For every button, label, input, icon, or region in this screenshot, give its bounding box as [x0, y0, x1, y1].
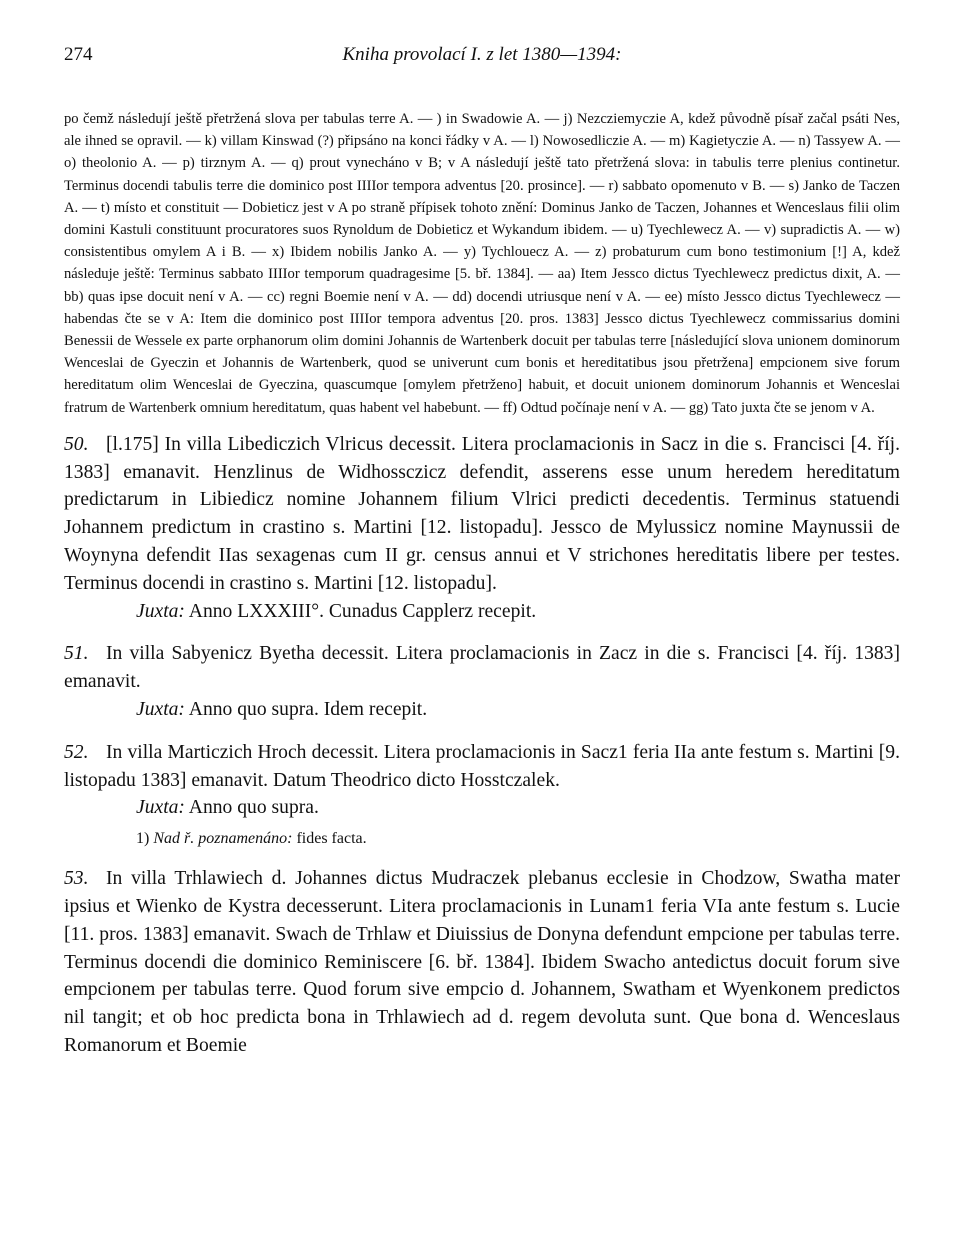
entry-number: 50.	[64, 433, 89, 455]
footnote-label: Nad ř. poznamenáno:	[153, 830, 293, 848]
entry-number: 53.	[64, 868, 89, 890]
entry-text: [l.175] In villa Libediczich Vlricus decessit. Litera proclamacionis in Sacz in die s. Francisci [4. říj. 1383] emanavit. Henzlinus de Widhossczicz defendit, asserens esse unum heredem hereditatum predictarum in Libiedicz nomine Johannem filium Vlrici predicti decedentis. Terminus statuendi Johannem predictum in crastino s. Martini [12. listopadu]. Jessco de Mylussicz nomine Maynussii de Woynyna defendit IIas sexagenas cum II gr. census annui et V strichones hereditatis libere per testes. Terminus docendi in crastino s. Martini [12. listopadu].	[64, 433, 900, 594]
footnote-mark: 1)	[136, 830, 150, 848]
juxta-label: Juxta:	[136, 600, 185, 622]
document-page	[64, 44, 900, 1060]
juxta-note	[136, 696, 900, 724]
entry-50	[64, 431, 900, 598]
footnote-text: fides facta.	[296, 830, 367, 848]
running-title: Kniha provolací I. z let 1380—1394:	[342, 44, 622, 65]
entries	[64, 431, 900, 1060]
juxta-text: Anno quo supra. Idem recepit.	[188, 699, 428, 721]
entry-text: In villa Sabyenicz Byetha decessit. Litera proclamacionis in Zacz in die s. Francisci [4. říj. 1383] emanavit.	[64, 643, 900, 693]
entry-number: 51.	[64, 643, 89, 665]
entry-text: In villa Trhlawiech d. Johannes dictus Mudraczek plebanus ecclesie in Chodzow, Swatha mater ipsius et Wienko de Kystra decesserunt. Litera proclamacionis in Lunam1 feria VIa ante festum s. Lucie [11. pros. 1383] emanavit. Swach de Trhlaw et Diuissius de Donyna defendunt empcione per tabulas terre. Terminus docendi die dominico Reminiscere [6. bř. 1384]. Ibidem Swacho antedictus docuit forum sive empcionem per tabulas terre. Quod forum sive empcio d. Johannem, Swatham et Wyenkonem predictos nil tangit; et ob hoc predicta bona in Trhlawiech ad d. regem devoluta sunt. Que bona d. Wenceslaus Romanorum et Boemie	[64, 868, 900, 1056]
entry-53	[64, 865, 900, 1060]
entry-number: 52.	[64, 741, 89, 763]
entry-text: In villa Marticzich Hroch decessit. Litera proclamacionis in Sacz1 feria IIa ante festum s. Martini [9. listopadu 1383] emanavit. Datum Theodrico dicto Hosstczalek.	[64, 741, 900, 791]
entry-52	[64, 739, 900, 795]
footnote	[136, 828, 900, 850]
juxta-label: Juxta:	[136, 797, 185, 819]
juxta-text: Anno quo supra.	[188, 797, 319, 819]
page-header	[64, 44, 900, 74]
critical-apparatus	[64, 108, 900, 419]
juxta-note	[136, 794, 900, 822]
juxta-label: Juxta:	[136, 699, 185, 721]
entry-51	[64, 640, 900, 696]
juxta-note	[136, 598, 900, 626]
apparatus-text: po čemž následují ještě přetržená slova per tabulas terre A. — ) in Swadowie A. — j) Nezcziemyczie A, kdež původně písař začal psáti Nes, ale ihned se opravil. — k) villam Kinswad (?) připsáno na konci řádky v A. — l) Nowosedliczie A. — m) Kagietyczie A. — n) Tassyew A. — o) theolonio A. — p) tirznym A. — q) prout vynecháno v B; v A následují ještě tato přetržená slova: in tabulis terre plenius continetur. Terminus docendi tabulis terre die dominico post IIIIor tempora adventus [20. prosince]. — r) sabbato opomenuto v B. — s) Janko de Taczen A. — t) místo et constituit — Dobieticz jest v A po straně přípisek tohoto znění: Dominus Janko de Taczen, Johannes et Wenceslaus filii olim domini Kastuli constituunt procuratores suos Rynoldum de Dobieticz et Wykandum ibidem. — u) Tyechlewecz A. — v) supradictis A. — w) consistentibus omylem A i B. — x) Ibidem nobilis Janko A. — y) Tychlouecz A. — z) probaturum cum bono testimonium [!] A, kdež následuje ještě: Terminus sabbato IIIIor temporum quadragesime [5. bř. 1384]. — aa) Item Jessco dictus Tyechlewecz predictus dixit, A. — bb) quas ipse docuit není v A. — cc) regni Boemie není v A. — dd) docendi utriusque není v A. — ee) místo Jessco dictus Tyechlewecz — habendas čte se v A: Item die dominico post IIIIor tempora adventus [20. pros. 1383] Jessco dictus Tyechlewecz commissarius domini Benessii de Wessele ex parte orphanorum olim domini Johannis de Wartenberk docuit per tabulas terre [následující slova unionem dominorum Wenceslai de Gyeczin et Johannis de Wartenberk, quod se univerunt cum bonis et hereditatibus jsou přetržena] empcionem sive forum hereditatum olim Wenceslai de Gyeczina, quascumque [omylem přetrženo] habuit, et docuit unionem dominorum Johannis et Wenceslai fratrum de Wartenberk omnium hereditatum, quas habent vel habebunt. — ff) Odtud počínaje není v A. — gg) Tato juxta čte se jenom v A.	[64, 111, 900, 416]
page-number: 274	[64, 44, 93, 65]
juxta-text: Anno LXXXIII°. Cunadus Capplerz recepit.	[188, 600, 537, 622]
